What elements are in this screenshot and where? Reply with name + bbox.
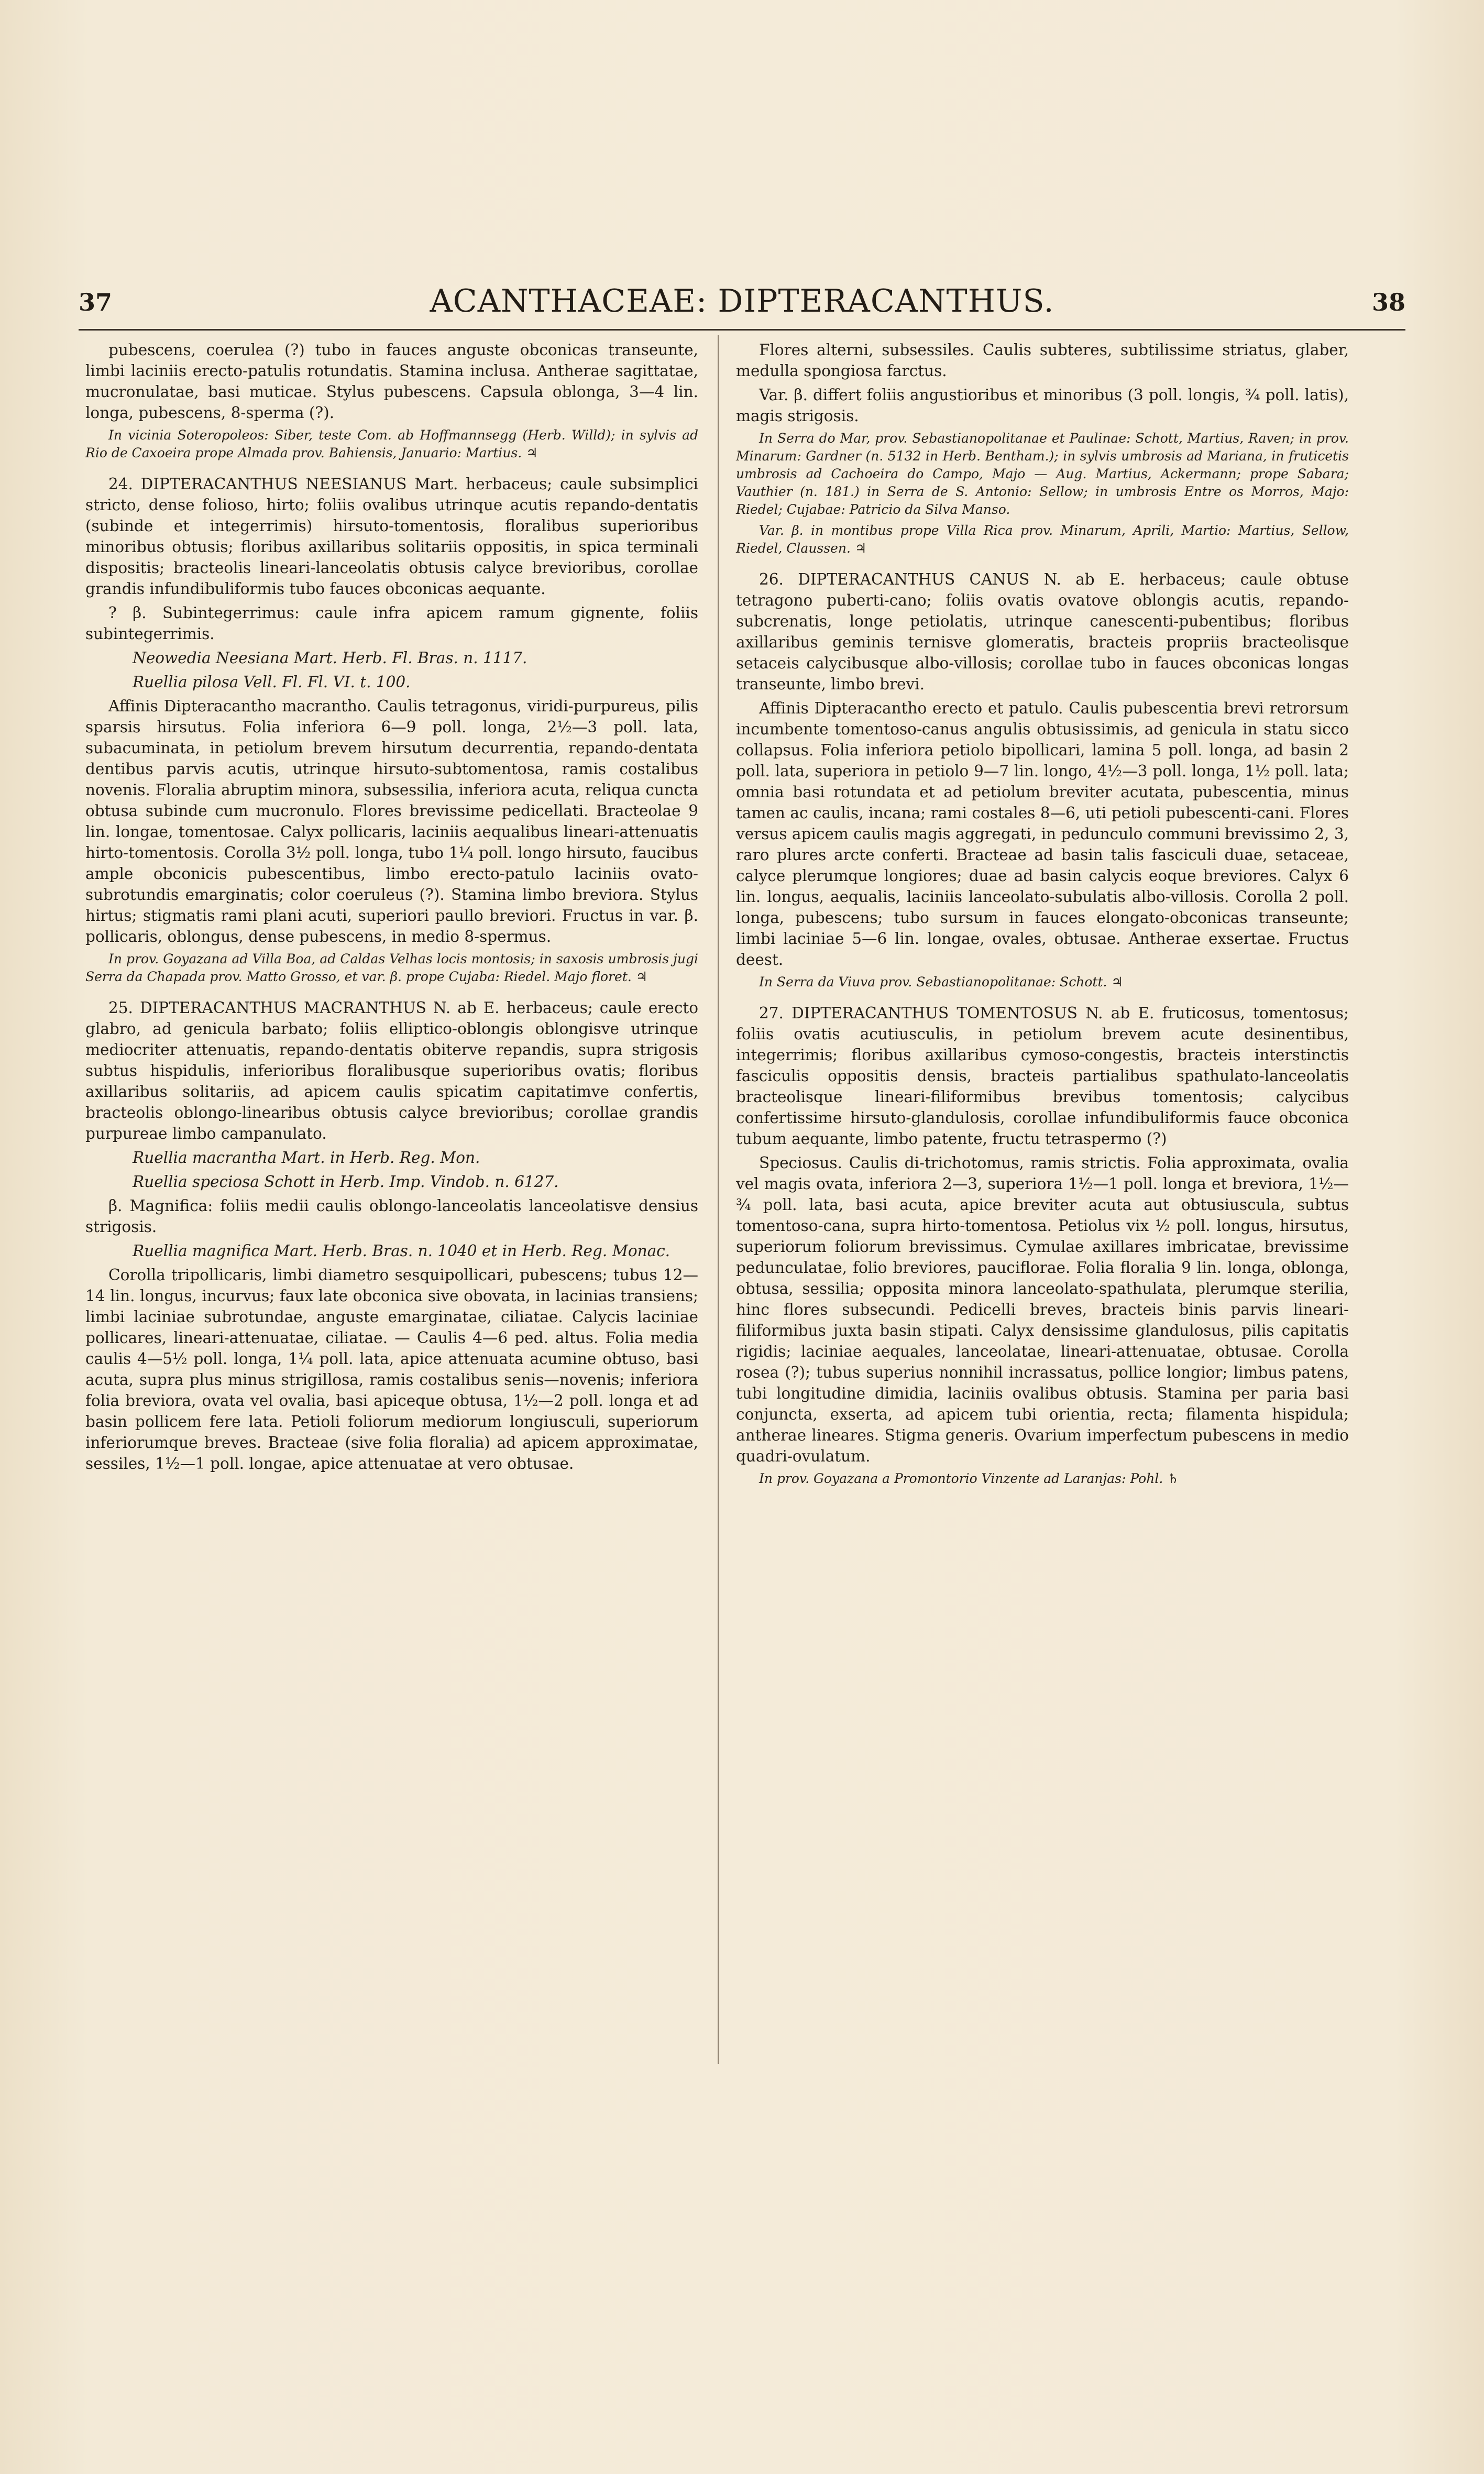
synonym: Ruellia pilosa Vell. Fl. Fl. VI. t. 100. <box>133 673 411 691</box>
locality-citation: In vicinia Soteropoleos: Siber, teste Com. ab Hoffmannsegg (Herb. Willd); in sylvis ad Rio de Caxoeira prope Almada prov. Bahiensis, Januario: Martius. ♃ <box>85 427 698 460</box>
paragraph: Affinis Dipteracantho macrantho. Caulis tetragonus, viridi-purpureus, pilis sparsis hirsutus. Folia inferiora 6—9 poll. longa, 2½—3 poll. lata, subacuminata, in petiolum brevem hirsutum decurrentia, repando-dentata dentibus parvis acutis, utrinque hirsuto-subtomentosa, ramis costalibus novenis. Floralia abruptim minora, subsessilia, inferiora acuta, reliqua cuncta obtusa subinde cum mucronulo. Flores brevissime pedicellati. Bracteolae 9 lin. longae, tomentosae. Calyx pollicaris, laciniis aequalibus lineari-attenuatis hirto-tomentosis. Corolla 3½ poll. longa, tubo 1¼ poll. longo hirsuto, faucibus ample obconicis pubescentibus, limbo erecto-patulo laciniis ovato-subrotundis emarginatis; color coeruleus (?). Stamina limbo breviora. Stylus hirtus; stigmatis rami plani acuti, superiori paullo breviori. Fructus in var. β. pollicaris, oblongus, dense pubescens, in medio 8-spermus. <box>85 697 698 945</box>
synonym: Ruellia magnifica Mart. Herb. Bras. n. 1040 et in Herb. Reg. Monac. <box>133 1242 670 1260</box>
column-divider <box>718 335 719 2064</box>
left-column <box>85 339 698 1477</box>
species-diagnosis: 26. DIPTERACANTHUS CANUS N. ab E. herbaceus; caule obtuse tetragono puberti-cano; foliis ovatis ovatove oblongis acutis, repando-subcrenatis, longe petiolatis, utrinque canescenti-pubentibus; floribus axillaribus geminis ternisve glomeratis, bracteis propriis bracteolisque setaceis calycibusque albo-villosis; corollae tubo in fauces obconicas longas transeunte, limbo brevi. <box>736 570 1349 693</box>
page-number-right: 38 <box>1371 288 1405 316</box>
species-diagnosis: 27. DIPTERACANTHUS TOMENTOSUS N. ab E. fruticosus, tomentosus; foliis ovatis acutiusculis, in petiolum brevem acute desinentibus, integerrimis; floribus axillaribus cymoso-congestis, bracteis interstinctis fasciculis oppositis densis, bracteis partialibus spathulato-lanceolatis bracteolisque lineari-filiformibus brevibus tomentosis; calycibus confertissime hirsuto-glandulosis, corollae infundibuliformis fauce obconica tubum aequante, limbo patente, fructu tetraspermo (?) <box>736 1004 1349 1148</box>
paragraph: β. Magnifica: foliis medii caulis oblongo-lanceolatis lanceolatisve densius strigosis. <box>85 1197 698 1236</box>
right-column <box>736 339 1349 1491</box>
synonym: Neowedia Neesiana Mart. Herb. Fl. Bras. n. 1117. <box>133 649 527 667</box>
locality-citation: In prov. Goyazana a Promontorio Vinzente ad Laranjas: Pohl. ♄ <box>759 1471 1179 1486</box>
header-rule <box>79 329 1405 331</box>
paragraph: pubescens, coerulea (?) tubo in fauces anguste obconicas transeunte, limbi laciniis erecto-patulis rotundatis. Stamina inclusa. Antherae sagittatae, mucronulatae, basi muticae. Stylus pubescens. Capsula oblonga, 3—4 lin. longa, pubescens, 8-sperma (?). <box>85 341 698 422</box>
species-diagnosis: 25. DIPTERACANTHUS MACRANTHUS N. ab E. herbaceus; caule erecto glabro, ad genicula barbato; foliis elliptico-oblongis oblongisve utrinque mediocriter attenuatis, repando-dentatis obiterve repandis, supra strigosis subtus hispidulis, inferioribus floralibusque superioribus ovatis; floribus axillaribus solitariis, ad apicem caulis spicatim capitatimve confertis, bracteolis oblongo-linearibus obtusis calyce brevioribus; corollae grandis purpureae limbo campanulato. <box>85 999 698 1142</box>
paragraph: Corolla tripollicaris, limbi diametro sesquipollicari, pubescens; tubus 12—14 lin. longus, incurvus; faux late obconica sive obovata, in lacinias transiens; limbi laciniae subrotundae, anguste emarginatae, ciliatae. Calycis laciniae pollicares, lineari-attenuatae, ciliatae. — Caulis 4—6 ped. altus. Folia media caulis 4—5½ poll. longa, 1¼ poll. lata, apice attenuata acumine obtuso, basi acuta, supra plus minus strigillosa, ramis costalibus senis—novenis; inferiora folia breviora, ovata vel ovalia, basi apiceque obtusa, 1½—2 poll. longa et ad basin pollicem fere lata. Petioli foliorum mediorum longiusculi, superiorum inferiorumque breves. Bracteae (sive folia floralia) ad apicem approximatae, sessiles, 1½—1 poll. longae, apice attenuatae at vero obtusae. <box>85 1266 698 1472</box>
paragraph: Flores alterni, subsessiles. Caulis subteres, subtilissime striatus, glaber, medulla spongiosa farctus. <box>736 341 1349 380</box>
locality-citation: In Serra da Viuva prov. Sebastianopolitanae: Schott. ♃ <box>759 974 1123 989</box>
page-title: ACANTHACEAE: DIPTERACANTHUS. <box>430 283 1054 320</box>
locality-citation: In Serra do Mar, prov. Sebastianopolitanae et Paulinae: Schott, Martius, Raven; in prov. Minarum: Gardner (n. 5132 in Herb. Bentham.); in sylvis umbrosis ad Mariana, in fruticetis umbrosis ad Cachoeira do Campo, Majo — Aug. Martius, Ackermann; prope Sabara; Vauthier (n. 181.) in Serra de S. Antonio: Sellow; in umbrosis Entre os Morros, Majo: Riedel; Cujabae: Patricio da Silva Manso. <box>736 431 1349 517</box>
paragraph: Affinis Dipteracantho erecto et patulo. Caulis pubescentia brevi retrorsum incumbente tomentoso-canus angulis obtusissimis, ad genicula in statu sicco collapsus. Folia inferiora petiolo bipollicari, lamina 5 poll. longa, ad basin 2 poll. lata, superiora in petiolo 9—7 lin. longo, 4½—3 poll. longa, 1½ poll. lata; omnia basi rotundata et ad petiolum breviter acutata, pubescentia, minus tamen ac caulis, incana; rami costales 8—6, uti petioli pubescenti-cani. Flores versus apicem caulis magis aggregati, in pedunculo communi brevissimo 2, 3, raro plures arcte conferti. Bracteae ad basin talis fasciculi duae, setaceae, calyce plerumque longiores; duae ad basin calycis eoque breviores. Calyx 6 lin. longus, aequalis, laciniis lanceolato-subulatis albo-villosis. Corolla 2 poll. longa, pubescens; tubo sursum in fauces elongato-obconicas transeunte; limbi laciniae 5—6 lin. longae, ovales, obtusae. Antherae exsertae. Fructus deest. <box>736 699 1349 969</box>
paragraph: Speciosus. Caulis di-trichotomus, ramis strictis. Folia approximata, ovalia vel magis ovata, inferiora 2—3, superiora 1½—1 poll. longa et breviora, 1½—¾ poll. lata, basi acuta, apice breviter acuta aut obtusiuscula, subtus tomentoso-cana, supra hirto-tomentosa. Petiolus vix ½ poll. longus, hirsutus, superiorum foliorum brevissimus. Cymulae axillares imbricatae, brevissime pedunculatae, folio breviores, pauciflorae. Folia floralia 9 lin. longa, oblonga, obtusa, sessilia; opposita minora lanceolato-spathulata, plerumque sterilia, hinc flores subsecundi. Pedicelli breves, bracteis binis parvis lineari-filiformibus juxta basin stipati. Calyx densissime glandulosus, pilis capitatis rigidis; laciniae aequales, lanceolatae, lineari-attenuatae, obtusae. Corolla rosea (?); tubus superius nonnihil incrassatus, pollice longior; limbus patens, tubi longitudine dimidia, laciniis ovalibus obtusis. Stamina per paria basi conjuncta, exserta, ad apicem tubi orientia, recta; filamenta hispidula; antherae lineares. Stigma generis. Ovarium imperfectum pubescens in medio quadri-ovulatum. <box>736 1154 1349 1465</box>
locality-citation: In prov. Goyazana ad Villa Boa, ad Caldas Velhas locis montosis; in saxosis umbrosis jugi Serra da Chapada prov. Matto Grosso, et var. β. prope Cujaba: Riedel. Majo floret. ♃ <box>85 951 698 984</box>
running-header <box>79 283 1405 325</box>
paragraph: Var. β. differt foliis angustioribus et minoribus (3 poll. longis, ¾ poll. latis), magis strigosis. <box>736 386 1349 425</box>
synonym: Ruellia macrantha Mart. in Herb. Reg. Mon. <box>133 1149 480 1167</box>
paragraph: ? β. Subintegerrimus: caule infra apicem ramum gignente, foliis subintegerrimis. <box>85 604 698 643</box>
synonym: Ruellia speciosa Schott in Herb. Imp. Vindob. n. 6127. <box>133 1173 559 1191</box>
species-diagnosis: 24. DIPTERACANTHUS NEESIANUS Mart. herbaceus; caule subsimplici stricto, dense folioso, hirto; foliis ovalibus utrinque acutis repando-dentatis (subinde et integerrimis) hirsuto-tomentosis, floralibus superioribus minoribus obtusis; floribus axillaribus solitariis oppositis, in spica terminali dispositis; bracteolis lineari-lanceolatis obtusis calyce brevioribus, corollae grandis infundibuliformis tubo fauces obconicas aequante. <box>85 475 698 598</box>
page-number-left: 37 <box>79 288 113 316</box>
locality-citation: Var. β. in montibus prope Villa Rica prov. Minarum, Aprili, Martio: Martius, Sellow, Riedel, Claussen. ♃ <box>736 523 1349 556</box>
